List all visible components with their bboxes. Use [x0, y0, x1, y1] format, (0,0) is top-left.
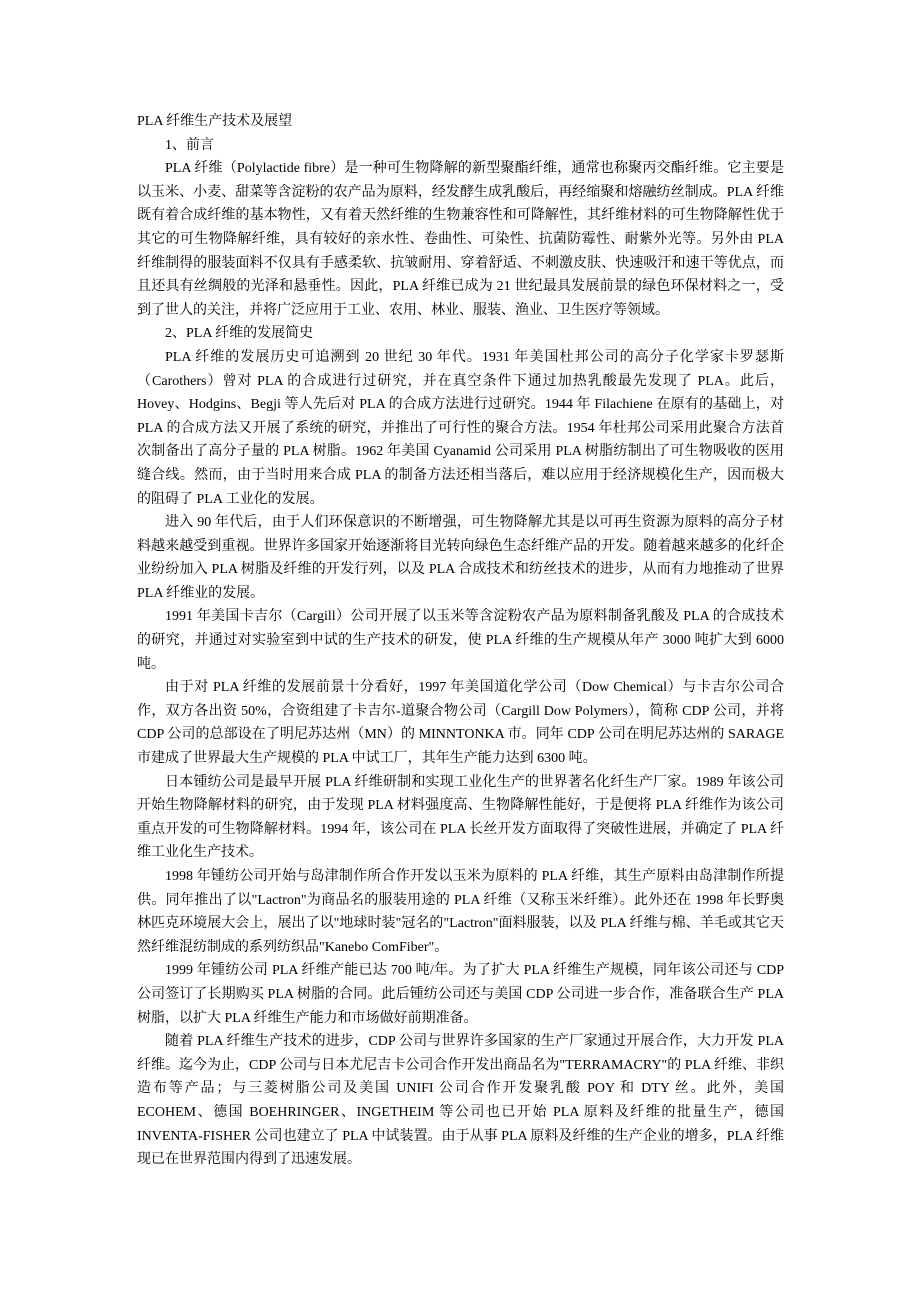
paragraph: 由于对 PLA 纤维的发展前景十分看好，1997 年美国道化学公司（Dow Chemical）与卡吉尔公司合作，双方各出资 50%，合资组建了卡吉尔-道聚合物公司（Cargill Dow Polymers），简称 CDP 公司，并将 CDP 公司的总部设在了明尼苏达州（MN）的 MINNTONKA 市。同年 CDP 公司在明尼苏达州的 SARAGE 市建成了世界最大生产规模的 PLA 中试工厂，其年生产能力达到 6300 吨。 — [137, 680, 784, 767]
section-heading: 2、PLA 纤维的发展简史 — [165, 326, 314, 342]
document-title: PLA 纤维生产技术及展望 — [137, 114, 293, 129]
paragraph: 日本锺纺公司是最早开展 PLA 纤维研制和实现工业化生产的世界著名化纤生产厂家。1989 年该公司开始生物降解材料的研究，由于发现 PLA 材料强度高、生物降解性能好，于是便将 PLA 纤维作为该公司重点开发的可生物降解材料。1994 年，该公司在 PLA 长丝开发方面取得了突破性进展，并确定了 PLA 纤维工业化生产技术。 — [137, 774, 784, 861]
paragraph: 1998 年锺纺公司开始与岛津制作所合作开发以玉米为原料的 PLA 纤维，其生产原料由岛津制作所提供。同年推出了以"Lactron"为商品名的服装用途的 PLA 纤维（又称玉米纤维）。此外还在 1998 年长野奥林匹克环境展大会上，展出了以"地球时装"冠名的"Lactron"面料服装，以及 PLA 纤维与棉、羊毛或其它天然纤维混纺制成的系列纺织品"Kanebo ComFiber"。 — [137, 869, 784, 955]
paragraph: 1999 年锺纺公司 PLA 纤维产能已达 700 吨/年。为了扩大 PLA 纤维生产规模，同年该公司还与 CDP 公司签订了长期购买 PLA 树脂的合同。此后锺纺公司还与美国 CDP 公司进一步合作，准备联合生产 PLA 树脂，以扩大 PLA 纤维生产能力和市场做好前期准备。 — [137, 963, 784, 1026]
document-body — [137, 134, 784, 1172]
section-heading: 1、前言 — [165, 137, 214, 153]
paragraph: PLA 纤维的发展历史可追溯到 20 世纪 30 年代。1931 年美国杜邦公司的高分子化学家卡罗瑟斯（Carothers）曾对 PLA 的合成进行过研究，并在真空条件下通过加热乳酸最先发现了 PLA。此后，Hovey、Hodgins、Begji 等人先后对 PLA 的合成方法进行过研究。1944 年 Filachiene 在原有的基础上，对 PLA 的合成方法又开展了系统的研究，并推出了可行性的聚合方法。1954 年杜邦公司采用此聚合方法首次制备出了高分子量的 PLA 树脂。1962 年美国 Cyanamid 公司采用 PLA 树脂纺制出了可生物吸收的医用缝合线。然而，由于当时用来合成 PLA 的制备方法还相当落后，难以应用于经济规模化生产，因而极大的阻碍了 PLA 工业化的发展。 — [137, 349, 784, 507]
paragraph: PLA 纤维（Polylactide fibre）是一种可生物降解的新型聚酯纤维，通常也称聚丙交酯纤维。它主要是以玉米、小麦、甜菜等含淀粉的农产品为原料，经发酵生成乳酸后，再经缩聚和熔融纺丝制成。PLA 纤维既有着合成纤维的基本物性，又有着天然纤维的生物兼容性和可降解性，其纤维材料的可生物降解性优于其它的可生物降解纤维，具有较好的亲水性、卷曲性、可染性、抗菌防霉性、耐紫外光等。另外由 PLA 纤维制得的服装面料不仅具有手感柔软、抗皱耐用、穿着舒适、不刺激皮肤、快速吸汗和速干等优点，而且还具有丝绸般的光泽和悬垂性。因此，PLA 纤维已成为 21 世纪最具发展前景的绿色环保材料之一，受到了世人的关注，并将广泛应用于工业、农用、林业、服装、渔业、卫生医疗等领域。 — [137, 161, 784, 318]
paragraph: 随着 PLA 纤维生产技术的进步，CDP 公司与世界许多国家的生产厂家通过开展合作，大力开发 PLA 纤维。迄今为止，CDP 公司与日本尤尼吉卡公司合作开发出商品名为"TERRAMACRY"的 PLA 纤维、非织造布等产品；与三菱树脂公司及美国 UNIFI 公司合作开发聚乳酸 POY 和 DTY 丝。此外，美国 ECOHEM、德国 BOEHRINGER、INGETHEIM 等公司也已开始 PLA 原料及纤维的批量生产，德国 INVENTA-FISHER 公司也建立了 PLA 中试装置。由于从事 PLA 原料及纤维的生产企业的增多，PLA 纤维现已在世界范围内得到了迅速发展。 — [137, 1034, 784, 1168]
paragraph: 进入 90 年代后，由于人们环保意识的不断增强，可生物降解尤其是以可再生资源为原料的高分子材料越来越受到重视。世界许多国家开始逐渐将目光转向绿色生态纤维产品的开发。随着越来越多的化纤企业纷纷加入 PLA 树脂及纤维的开发行列，以及 PLA 合成技术和纺丝技术的进步，从而有力地推动了世界 PLA 纤维业的发展。 — [137, 515, 784, 601]
paragraph: 1991 年美国卡吉尔（Cargill）公司开展了以玉米等含淀粉农产品为原料制备乳酸及 PLA 的合成技术的研究，并通过对实验室到中试的生产技术的研发，使 PLA 纤维的生产规模从年产 3000 吨扩大到 6000 吨。 — [137, 609, 784, 672]
